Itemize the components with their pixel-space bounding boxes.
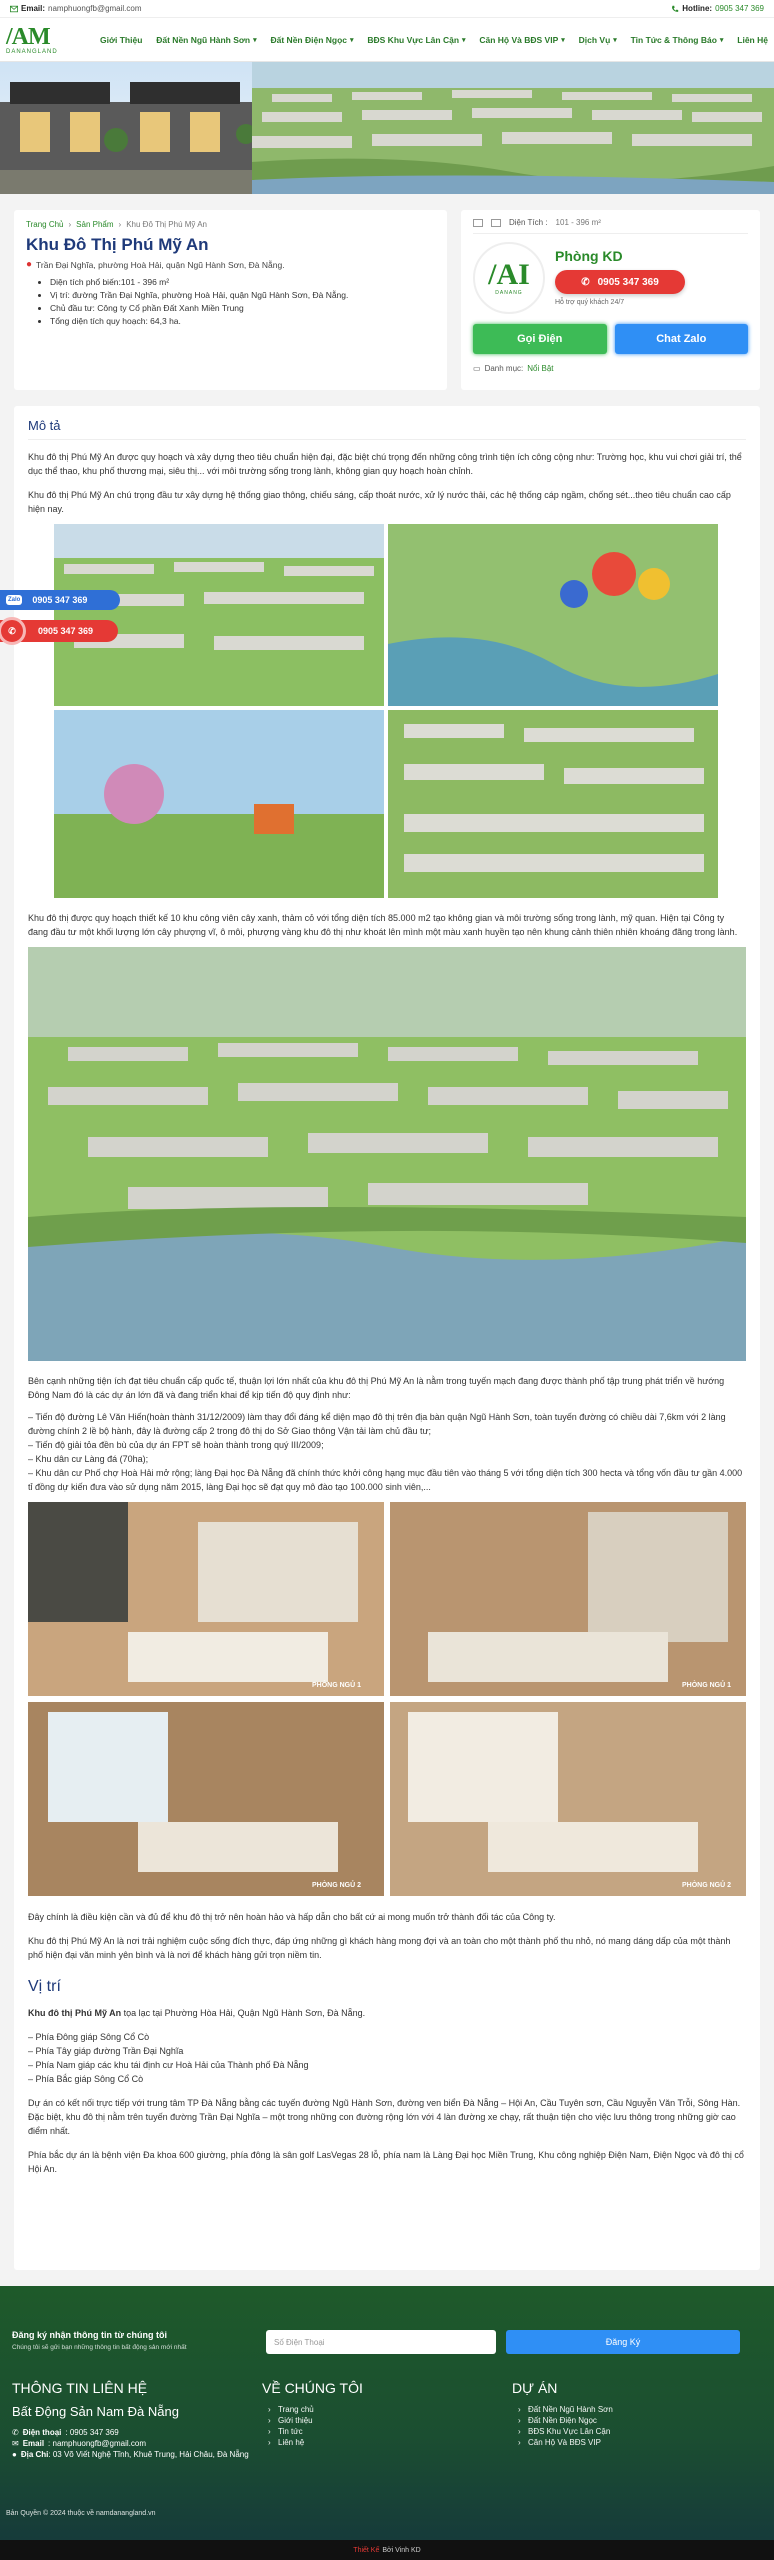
logo-subtitle: DANANGLAND: [6, 48, 58, 55]
footer-link[interactable]: › Trang chủ: [262, 2404, 512, 2415]
breadcrumb: [26, 220, 435, 229]
agent-block: [473, 242, 748, 314]
footer-address: ● Địa Chỉ: 03 Võ Viết Nghệ Tĩnh, Khuê Trung, Hải Châu, Đà Nẵng: [12, 2450, 249, 2459]
boundary-item: – Phía Đông giáp Sông Cổ Cò: [28, 2032, 150, 2042]
home-icon: [473, 219, 483, 227]
progress-item: – Tiến độ đường Lê Văn Hiến(hoàn thành 31/12/2009) làm thay đổi đáng kể diện mạo đô thị trên địa bàn quận Ngũ Hành Sơn, toàn tuyến đường có chiều dài 7,6km với 2 làng đường chính 2 lề bộ hành, đây là đường cấp 2 trong đô thị do Sở Giao thông Vận tải làm chủ đầu tư;: [28, 1412, 726, 1436]
phone-icon: [671, 5, 679, 13]
chevron-down-icon: ▾: [613, 36, 617, 44]
floating-zalo-button[interactable]: [0, 590, 120, 610]
category-row: [473, 364, 748, 373]
listing-summary-card: [14, 210, 447, 390]
fact-item: • Vị trí: đường Trần Đại Nghĩa, phường Hoà Hải, quận Ngũ Hành Sơn, Đà Nẵng.: [50, 289, 435, 302]
aerial-collage-image: [54, 524, 746, 901]
boundary-item: – Phía Bắc giáp Sông Cổ Cò: [28, 2074, 144, 2084]
floating-zalo-phone: 0905 347 369: [32, 595, 88, 605]
newsletter-title: Đăng ký nhận thông tin từ chúng tôi: [12, 2330, 167, 2340]
top-bar: [0, 0, 774, 18]
site-logo[interactable]: [6, 22, 76, 58]
folder-icon: ▭: [473, 364, 481, 373]
progress-item: – Khu dân cư Làng đá (70ha);: [28, 1454, 149, 1464]
phone-icon: ✆: [0, 617, 26, 645]
hero-house-image: [0, 62, 252, 194]
description-paragraph: Khu đô thị Phú Mỹ An được quy hoạch và xây dựng theo tiêu chuẩn hiện đại, đặc biệt chú trọng đến những công trình tiện ích công cộng như: Trường học, khu vui chơi giải trí, thể dục thể thao, khu phố thương mại, siêu thị... với môi trường sống trong lành, không gian quy hoạch hoàn chỉnh.: [28, 452, 742, 476]
hero-banner: [0, 62, 774, 194]
footer-link[interactable]: › Đất Nền Điện Ngọc: [512, 2415, 762, 2426]
progress-item: – Tiến độ giải tỏa đền bù của dự án FPT sẽ hoàn thành trong quý III/2009;: [28, 1440, 324, 1450]
room-label: PHÒNG NGỦ 2: [312, 1882, 362, 1889]
description-paragraph: Khu đô thị Phú Mỹ An chú trọng đầu tư xây dựng hệ thống giao thông, chiếu sáng, cấp thoát nước, xử lý nước thải, các hệ thống cáp ngầm, chống sét...theo tiêu chuẩn cao cấp hiện nay.: [28, 490, 731, 514]
footer-link[interactable]: › Giới thiệu: [262, 2415, 512, 2426]
footer-link[interactable]: › Căn Hộ Và BĐS VIP: [512, 2437, 762, 2448]
bedroom-collage-image: [28, 1502, 746, 1896]
map-pin-icon: ●: [12, 2450, 17, 2459]
area-value: 101 - 396 m²: [555, 218, 601, 227]
description-paragraph: Bên cạnh những tiện ích đạt tiêu chuẩn cấp quốc tế, thuận lợi lớn nhất của khu đô thị Phú Mỹ An là nằm trong tuyến mạch đang được thành phố tập trung phát triển về hướng Đông Nam đó là các dự án lớn đã và đang triển khai để kịp tiến độ quy định như:: [28, 1376, 725, 1400]
location-paragraph: Phía bắc dự án là bệnh viện Đa khoa 600 giường, phía đông là sân golf LasVegas 28 lỗ, phía nam là Làng Đại học Miền Trung, Khu công nghiệp Điện Nam, Điện Ngọc và đô thị cổ Hội An.: [28, 2150, 744, 2174]
call-button[interactable]: Gọi Điện: [473, 324, 607, 354]
newsletter-row: [0, 2286, 774, 2354]
floating-call-button[interactable]: [0, 620, 118, 642]
footer-contact: [12, 2380, 262, 2460]
listing-facts: [50, 276, 435, 328]
chevron-right-icon: ›: [118, 220, 122, 229]
chevron-down-icon: ▾: [253, 36, 257, 44]
footer-link[interactable]: › Liên hệ: [262, 2437, 512, 2448]
area-label: Diện Tích :: [509, 218, 548, 227]
room-label: PHÒNG NGỦ 1: [682, 1682, 732, 1689]
footer-projects-heading: DỰ ÁN: [512, 2380, 558, 2396]
chevron-down-icon: ▾: [719, 36, 724, 44]
footer-columns: [0, 2354, 774, 2460]
top-hotline-value[interactable]: 0905 347 369: [715, 4, 764, 13]
fact-item: • Diện tích phổ biến:101 - 396 m²: [50, 276, 435, 289]
description-section: [14, 406, 760, 2270]
chevron-down-icon: ▾: [561, 36, 565, 44]
area-row: [473, 218, 748, 234]
phone-icon: ✆: [581, 276, 590, 288]
main-nav: [100, 35, 768, 45]
agent-phone: 0905 347 369: [597, 276, 659, 288]
location-heading: Vị trí: [28, 1978, 61, 1995]
copyright: Bản Quyền © 2024 thuộc về namdanangland.vn: [6, 2510, 156, 2517]
credit-bar: [0, 2540, 774, 2560]
room-label: PHÒNG NGỦ 1: [312, 1682, 362, 1689]
boundary-item: – Phía Nam giáp các khu tái định cư Hoà Hải của Thành phố Đà Nẵng: [28, 2060, 309, 2070]
footer-link[interactable]: › Đất Nền Ngũ Hành Sơn: [512, 2404, 762, 2415]
progress-list: [28, 1410, 746, 1494]
master-plan-image: [28, 947, 746, 1364]
breadcrumb-home[interactable]: Trang Chủ: [26, 220, 64, 229]
nav-dich-vu[interactable]: Dịch Vụ ▾: [578, 34, 617, 45]
agent-phone-button[interactable]: [555, 270, 685, 294]
support-text: Hỗ trợ quý khách 24/7: [555, 299, 625, 306]
breadcrumb-current: Khu Đô Thị Phú Mỹ An: [126, 220, 207, 229]
fact-item: • Tổng diện tích quy hoạch: 64,3 ha.: [50, 315, 435, 328]
location-project-name: Khu đô thị Phú Mỹ An: [28, 2008, 122, 2018]
location-paragraph: Dự án có kết nối trực tiếp với trung tâm TP Đà Nẵng bằng các tuyến đường Ngũ Hành Sơn, đường ven biển Đà Nẵng – Hội An, Cầu Tuyên sơn, Cầu Nguyễn Văn Trỗi, Sông Hàn. Đặc biệt, khu đô thị nằm trên tuyến đường Trần Đại Nghĩa – một trong những con đường rộng lớn với 4 làn đường xe chạy, rất thuận tiện cho việc lưu thông trong những giờ cao điểm nhất.: [28, 2098, 741, 2136]
top-hotline[interactable]: [671, 4, 764, 13]
footer-link[interactable]: › Tin tức: [262, 2426, 512, 2437]
address-text: Trần Đại Nghĩa, phường Hoà Hải, quận Ngũ Hành Sơn, Đà Nẵng.: [36, 259, 285, 270]
category-label: Danh mục:: [484, 364, 524, 373]
breadcrumb-products[interactable]: Sản Phẩm: [76, 220, 114, 229]
listing-info-row: [0, 194, 774, 390]
zalo-icon: Zalo: [8, 597, 21, 603]
chat-zalo-button[interactable]: Chat Zalo: [615, 324, 749, 354]
location-text: tọa lạc tại Phường Hòa Hải, Quận Ngũ Hành Sơn, Đà Nẵng.: [121, 2008, 366, 2018]
room-label: PHÒNG NGỦ 2: [682, 1882, 732, 1889]
floating-call-phone: 0905 347 369: [38, 626, 94, 636]
footer-company: Bất Động Sản Nam Đà Nẵng: [12, 2404, 179, 2419]
top-email-label: Email:: [21, 4, 46, 13]
mail-icon: [10, 5, 18, 13]
site-header: [0, 18, 774, 62]
progress-item: – Khu dân cư Phố chợ Hoà Hải mở rộng; làng Đại học Đà Nẵng đã chính thức khởi công hạng mục đầu tiên vào tháng 5 với tổng diện tích 300 hecta và tổng vốn đầu tư gần 4.000 tỉ đồng dự kiến đưa vào sử dụng năm 2015, làng Đại học sẽ đạt quy mô đào tạo 100.000 sinh viên,...: [28, 1468, 743, 1492]
footer-email[interactable]: ✉ Email : namphuongfb@gmail.com: [12, 2439, 146, 2448]
category-link[interactable]: Nổi Bật: [527, 364, 554, 373]
listing-address: [26, 259, 435, 270]
site-footer: [0, 2286, 774, 2560]
top-email-value[interactable]: namphuongfb@gmail.com: [48, 4, 142, 13]
mail-icon: ✉: [12, 2439, 19, 2448]
top-hotline-label: Hotline:: [682, 4, 713, 13]
agent-name: Phòng KD: [555, 248, 623, 264]
description-paragraph: Đây chính là điều kiện cần và đủ để khu đô thị trở nên hoàn hảo và hấp dẫn cho bất cứ ai mong muốn trở thành đối tác của Công ty.: [28, 1912, 556, 1922]
footer-projects: [512, 2380, 762, 2460]
boundary-item: – Phía Tây giáp đường Trần Đại Nghĩa: [28, 2046, 184, 2056]
newsletter-submit-button[interactable]: Đăng Ký: [506, 2330, 740, 2354]
location-boundaries: [28, 2030, 746, 2086]
newsletter-phone-input[interactable]: Số Điện Thoại: [266, 2330, 496, 2354]
agent-card: [461, 210, 760, 390]
nav-can-ho-vip[interactable]: Căn Hộ Và BĐS VIP ▾: [479, 34, 565, 45]
description-heading: Mô tả: [28, 414, 746, 440]
hero-aerial-image: [252, 62, 774, 194]
footer-link[interactable]: › BĐS Khu Vực Lân Cận: [512, 2426, 762, 2437]
nav-gioi-thieu[interactable]: Giới Thiệu: [100, 34, 143, 45]
nav-bds-lan-can[interactable]: BĐS Khu Vực Lân Cận ▾: [367, 34, 466, 45]
location-paragraph: [28, 2006, 746, 2020]
fact-item: • Chủ đầu tư: Công ty Cổ phần Đất Xanh Miền Trung: [50, 302, 435, 315]
chevron-down-icon: ▾: [462, 36, 466, 44]
area-icon: [491, 219, 501, 227]
phone-icon: ✆: [12, 2428, 19, 2437]
contact-buttons: [473, 324, 748, 354]
nav-tin-tuc[interactable]: Tin Tức & Thông Báo ▾: [630, 34, 724, 45]
newsletter-subtitle: Chúng tôi sẽ gửi bạn những thông tin bất động sản mới nhất: [12, 2344, 187, 2351]
top-email[interactable]: [10, 4, 142, 13]
logo-mark: /AM: [6, 23, 50, 50]
chevron-down-icon: ▾: [350, 36, 354, 44]
chevron-right-icon: ›: [68, 220, 72, 229]
nav-dat-nen-dien-ngoc[interactable]: Đất Nền Điện Ngọc ▾: [270, 34, 354, 45]
description-paragraph: Khu đô thị Phú Mỹ An là nơi trải nghiệm cuộc sống đích thực, đáp ứng những gì khách hàng mong đợi và an toàn cho một thành phố thu nhỏ, nó mang dáng dấp của một thành phố hiện đại văn minh yên bình và là nơi để khách hàng gửi trọn niềm tin.: [28, 1936, 731, 1960]
credit-text: Bởi Vinh KD: [382, 2546, 421, 2554]
description-paragraph: Khu đô thị được quy hoạch thiết kế 10 khu công viên cây xanh, thảm cỏ với tổng diện tích 85.000 m2 tạo không gian và môi trường sống trong lành, mỹ quan. Hiện tại Công ty đang đầu tư một khối lượng lớn cây phượng vĩ, ô môi, phượng vàng khu đô thị như khoát lên mình một màu xanh huyền tạo nên khung cảnh thiên nhiên khoáng đãng trong lành.: [28, 913, 738, 937]
footer-contact-heading: THÔNG TIN LIÊN HỆ: [12, 2380, 148, 2396]
footer-about: [262, 2380, 512, 2460]
credit-link[interactable]: Thiết Kế: [353, 2546, 380, 2554]
avatar: /AI DANANG: [473, 242, 545, 314]
nav-dat-nen-ngu-hanh-son[interactable]: Đất Nền Ngũ Hành Sơn ▾: [156, 34, 257, 45]
map-pin-icon: ●: [26, 259, 33, 270]
footer-phone[interactable]: ✆ Điện thoại : 0905 347 369: [12, 2428, 119, 2437]
page-title: Khu Đô Thị Phú Mỹ An: [26, 235, 209, 254]
nav-lien-he[interactable]: Liên Hệ: [737, 34, 768, 45]
footer-about-heading: VỀ CHÚNG TÔI: [262, 2380, 363, 2396]
